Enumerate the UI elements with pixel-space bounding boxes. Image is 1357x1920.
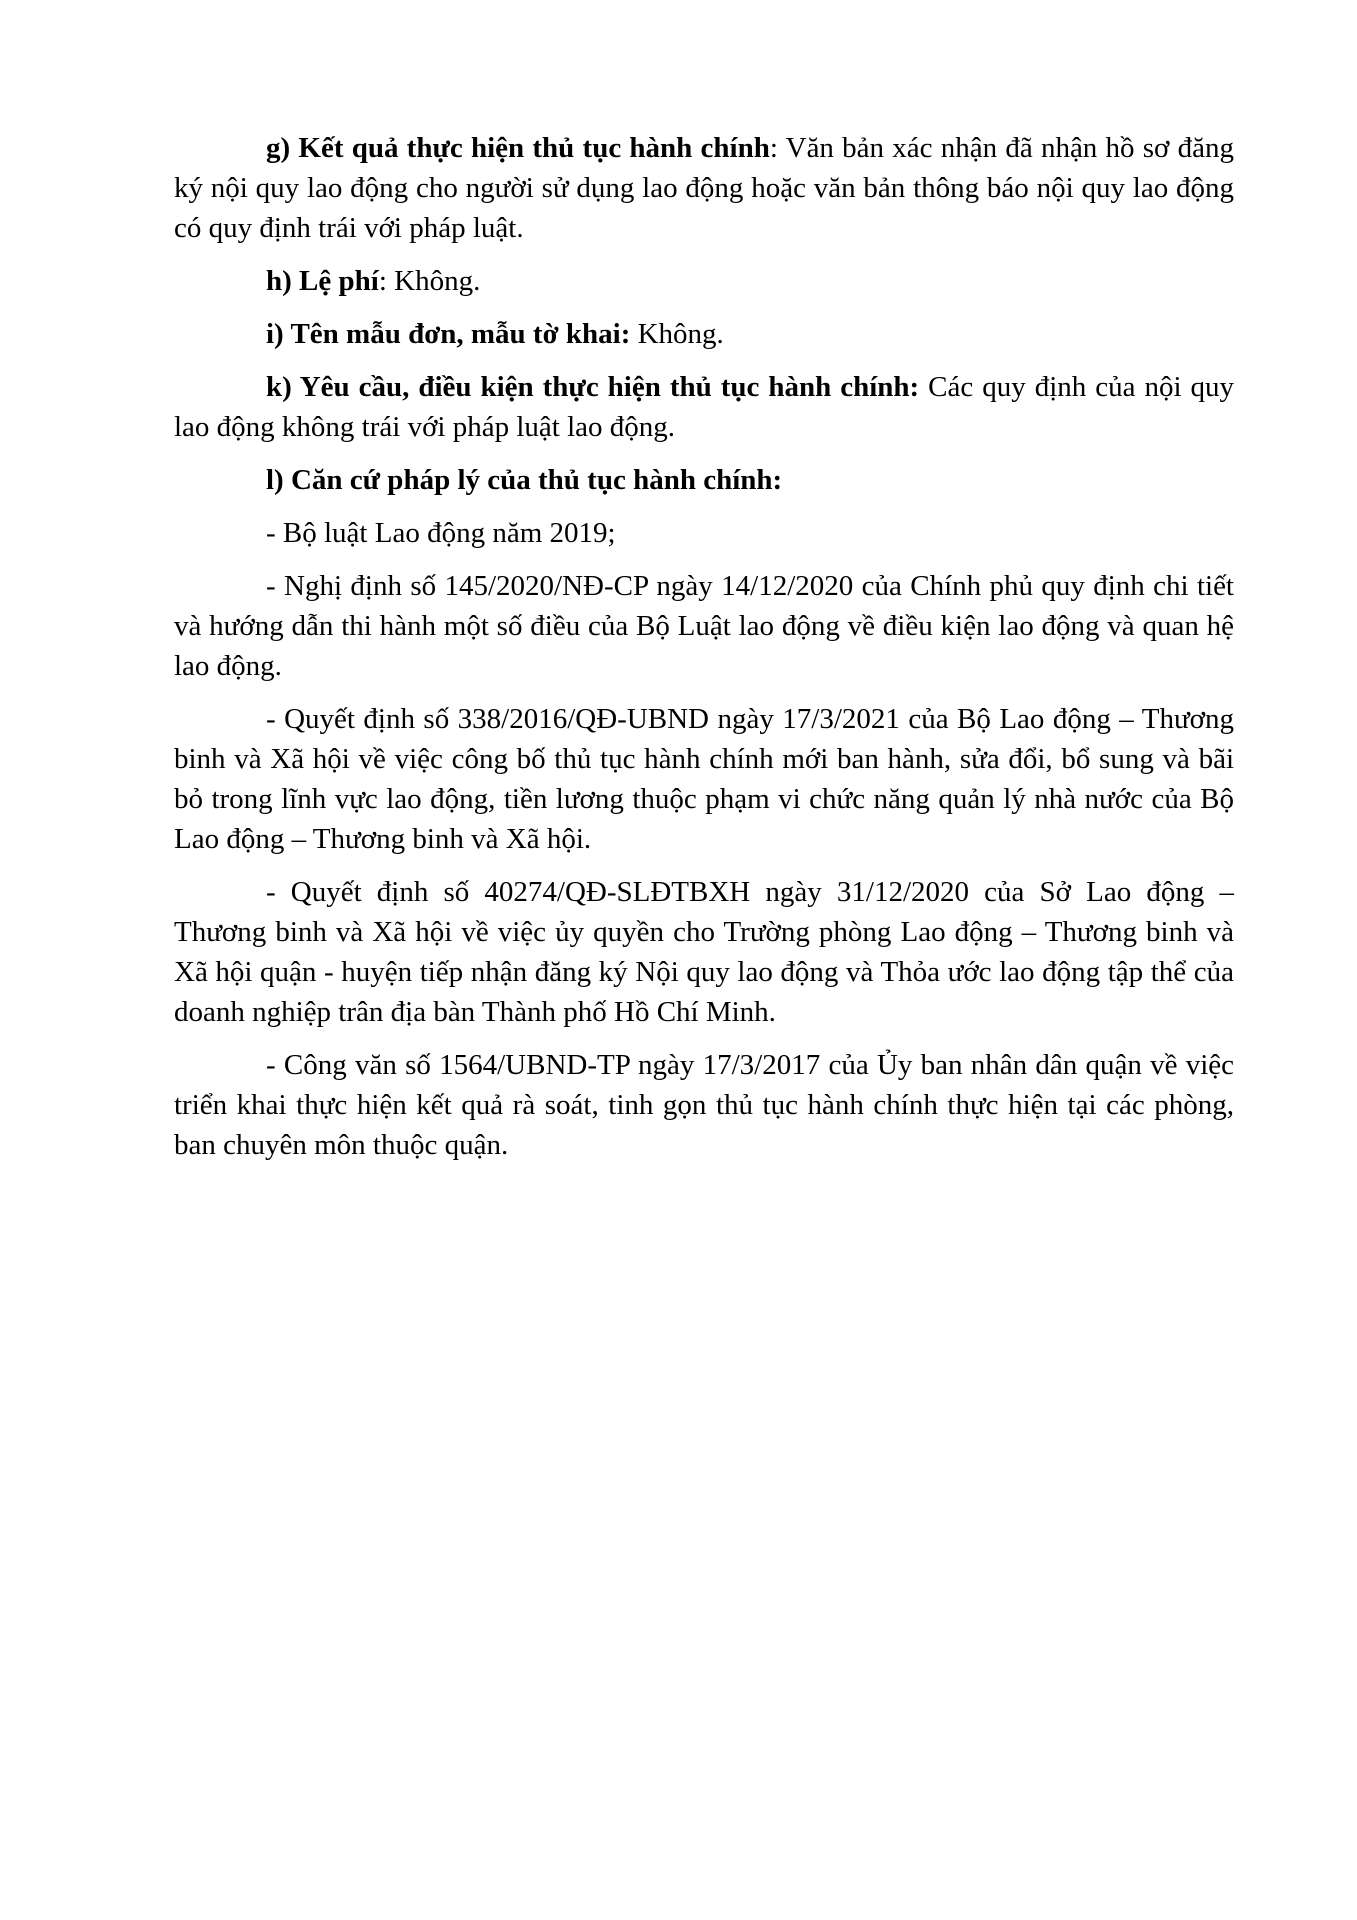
section-h-heading: h) Lệ phí	[266, 265, 379, 297]
section-l-heading: l) Căn cứ pháp lý của thủ tục hành chính:	[266, 464, 783, 496]
legal-basis-item: - Quyết định số 40274/QĐ-SLĐTBXH ngày 31/12/2020 của Sở Lao động – Thương binh và Xã hội về việc ủy quyền cho Trường phòng Lao động – Thương binh và Xã hội quận - huyện tiếp nhận đăng ký Nội quy lao động và Thỏa ước lao động tập thể của doanh nghiệp trân địa bàn Thành phố Hồ Chí Minh.	[174, 876, 1234, 1028]
legal-basis-item: - Bộ luật Lao động năm 2019;	[266, 517, 616, 549]
section-k-heading: k) Yêu cầu, điều kiện thực hiện thủ tục hành chính:	[266, 371, 920, 403]
section-k-text: Các quy định của nội quy lao động không trái với pháp luật lao động.	[174, 371, 1234, 443]
section-l-paragraph	[174, 460, 1234, 500]
legal-basis-item: - Công văn số 1564/UBND-TP ngày 17/3/2017 của Ủy ban nhân dân quận về việc triển khai thực hiện kết quả rà soát, tinh gọn thủ tục hành chính thực hiện tại các phòng, ban chuyên môn thuộc quận.	[174, 1049, 1234, 1161]
section-i-text: Không.	[630, 318, 724, 350]
section-k-paragraph	[174, 367, 1234, 447]
section-h-text: : Không.	[378, 265, 481, 297]
section-g-text: : Văn bản xác nhận đã nhận hồ sơ đăng ký nội quy lao động cho người sử dụng lao động hoặc văn bản thông báo nội quy lao động có quy định trái với pháp luật.	[174, 132, 1234, 244]
section-g-heading: g) Kết quả thực hiện thủ tục hành chính	[266, 132, 770, 164]
section-h-paragraph	[174, 261, 1234, 301]
section-i-heading: i) Tên mẫu đơn, mẫu tờ khai:	[266, 318, 631, 350]
section-g-paragraph	[174, 128, 1234, 248]
document-page	[174, 128, 1234, 1178]
section-i-paragraph	[174, 314, 1234, 354]
legal-basis-item: - Quyết định số 338/2016/QĐ-UBND ngày 17/3/2021 của Bộ Lao động – Thương binh và Xã hội về việc công bố thủ tục hành chính mới ban hành, sửa đổi, bổ sung và bãi bỏ trong lĩnh vực lao động, tiền lương thuộc phạm vi chức năng quản lý nhà nước của Bộ Lao động – Thương binh và Xã hội.	[174, 703, 1234, 855]
legal-basis-item: - Nghị định số 145/2020/NĐ-CP ngày 14/12/2020 của Chính phủ quy định chi tiết và hướng dẫn thi hành một số điều của Bộ Luật lao động về điều kiện lao động và quan hệ lao động.	[174, 570, 1234, 682]
